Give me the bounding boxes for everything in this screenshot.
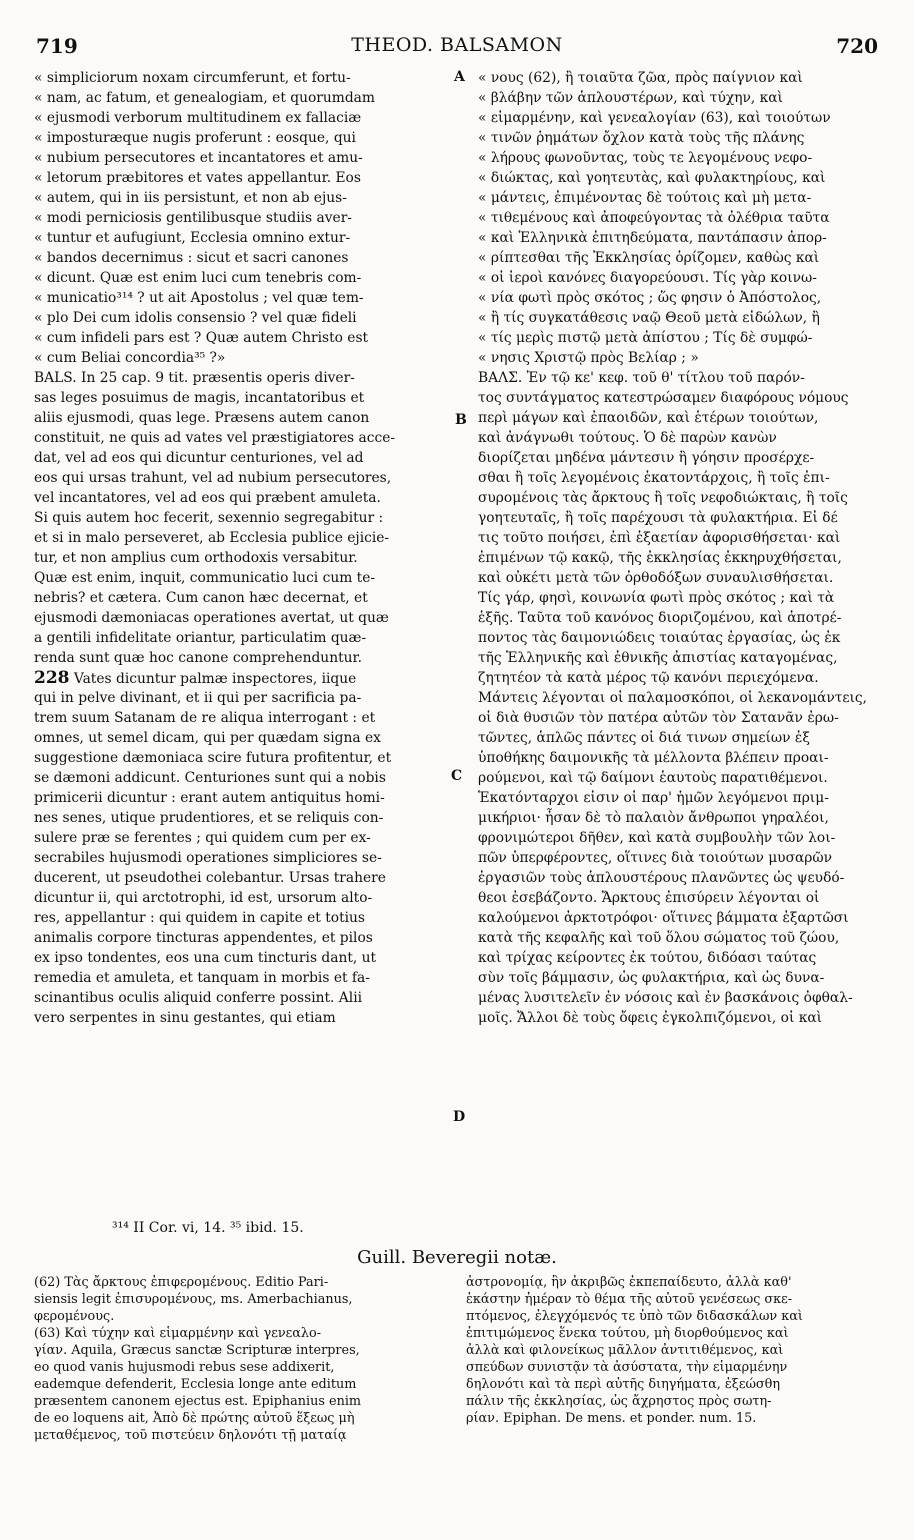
greek-text-line: ἐπιμένων τῷ κακῷ, τῆς ἐκκλησίας ἐκκηρυχθήσεται, <box>478 550 842 566</box>
column-number: 228 <box>34 668 70 688</box>
latin-text-line: tur, et non amplius cum orthodoxis versabitur. <box>34 550 358 566</box>
latin-text-line: qui in pelve divinant, et ii qui per sacrificia pa- <box>34 690 362 706</box>
latin-text-line: nebris? et cætera. Cum canon hæc decernat, et <box>34 590 368 606</box>
latin-text-line: omnes, ut semel dicam, qui per quædam signa ex <box>34 730 381 746</box>
greek-text-line: συρομένοις τὰς ἄρκτους ἢ τοῖς νεφοδιώκταις, ἢ τοῖς <box>478 490 848 506</box>
greek-text-line: τις τοῦτο ποιήσει, ἐπὶ ἑξαετίαν ἀφορισθήσεται· καὶ <box>478 530 841 546</box>
greek-text-line: « βλάβην τῶν ἁπλουστέρων, καὶ τύχην, καὶ <box>478 90 783 106</box>
greek-text-line: Ἑκατόνταρχοι εἰσιν οἱ παρ' ἡμῶν λεγόμενοι πριμ- <box>478 790 829 806</box>
greek-text-line: σὺν τοῖς βάμμασιν, ὡς φυλακτήρια, καὶ ὡς δυνα- <box>478 970 825 986</box>
latin-text-line: a gentili infidelitate oriantur, particulatim quæ- <box>34 630 367 646</box>
latin-text-line: nes senes, utique prudentiores, et se reliquis con- <box>34 810 384 826</box>
greek-text-line: « νους (62), ἢ τοιαῦτα ζῶα, πρὸς παίγνιον καὶ <box>478 70 803 86</box>
latin-text-line: vero serpentes in sinu gestantes, qui etiam <box>34 1010 336 1026</box>
greek-text-line: τῆς Ἑλληνικῆς καὶ ἐθνικῆς ἀπιστίας καταγομένας, <box>478 650 838 666</box>
greek-text-line: ἐργασιῶν τοὺς ἁπλουστέρους πλανῶντες ὡς ψευδό- <box>478 870 845 886</box>
notes-heading: Guill. Beveregii notæ. <box>357 1247 557 1268</box>
margin-letter-c: C <box>451 768 463 784</box>
margin-letter-d: D <box>453 1109 466 1125</box>
note-line: ἐπιτιμώμενος ἕνεκα τούτου, μὴ διορθούμενος καὶ <box>466 1326 789 1341</box>
greek-text-line: περὶ μάγων καὶ ἐπαοιδῶν, καὶ ἑτέρων τοιούτων, <box>478 410 819 426</box>
note-line: πτόμενος, ἐλεγχόμενός τε ὑπὸ τῶν διδασκάλων καὶ <box>466 1309 803 1324</box>
latin-text-line: renda sunt quæ hoc canone comprehenduntur. <box>34 650 362 666</box>
latin-text-line: Quæ est enim, inquit, communicatio luci cum te- <box>34 570 376 586</box>
latin-text-line: suggestione dæmoniaca scire futura profitentur, et <box>34 750 392 766</box>
greek-text-line: « εἱμαρμένην, καὶ γενεαλογίαν (63), καὶ τοιούτων <box>478 110 831 126</box>
latin-text-line: ejusmodi dæmoniacas operationes avertat, ut quæ <box>34 610 389 626</box>
note-line: μεταθέμενος, τοῦ πιστεύειν δηλονότι τῇ ματαίᾳ <box>34 1428 347 1443</box>
latin-text-line: secrabiles hujusmodi operationes simpliciores se- <box>34 850 382 866</box>
latin-text-line: « autem, qui in iis persistunt, et non ab ejus- <box>34 190 347 206</box>
greek-text-line: τῶντες, ἁπλῶς πάντες οἱ διά τινων σημείων ἐξ <box>478 730 810 746</box>
greek-text-line: καλούμενοι ἀρκτοτρόφοι· οἵτινες βάμματα ἐξαρτῶσι <box>478 910 849 926</box>
greek-text-line: μένας λυσιτελεῖν ἐν νόσοις καὶ ἐν βασκάνοις ὀφθαλ- <box>478 990 853 1006</box>
greek-text-line: « τινῶν ῥημάτων ὄχλον κατὰ τοὺς τῆς πλάνης <box>478 130 805 146</box>
latin-text-line: dicuntur ii, qui arctotrophi, id est, ursorum alto- <box>34 890 373 906</box>
latin-text-line: « bandos decernimus : sicut et sacri canones <box>34 250 349 266</box>
greek-text-line: « ἢ τίς συγκατάθεσις ναῷ Θεοῦ μετὰ εἰδώλων, ἢ <box>478 310 820 326</box>
latin-text-line: ducerent, ut pseudothei colebantur. Ursas trahere <box>34 870 386 886</box>
greek-text-line: ποντος τὰς δαιμονιώδεις τοιαύτας ἐργασίας, ὡς ἐκ <box>478 630 841 646</box>
latin-text-line: sas leges posuimus de magis, incantatoribus et <box>34 390 365 406</box>
note-line: siensis legit ἐπισυρομένους, ms. Amerbachianus, <box>34 1292 353 1307</box>
note-line: præsentem canonem ejectus est. Epiphanius enim <box>34 1394 362 1409</box>
greek-text-line: καὶ ἀνάγνωθι τούτους. Ὁ δὲ παρὼν κανὼν <box>478 430 777 446</box>
greek-text-line: « τιθεμένους καὶ ἀποφεύγοντας τὰ ὀλέθρια ταῦτα <box>478 210 830 226</box>
latin-text-line: 228 Vates dicuntur palmæ inspectores, iique <box>34 668 357 688</box>
greek-text-line: ΒΑΛΣ. Ἐν τῷ κε' κεφ. τοῦ θ' τίτλου τοῦ παρόν- <box>478 370 805 386</box>
page-number-left: 719 <box>36 34 78 58</box>
note-line: φερομένους. <box>34 1309 115 1324</box>
note-line: eademque defenderit, Ecclesia longe ante editum <box>34 1377 357 1392</box>
greek-text-line: « ρίπτεσθαι τῆς Ἐκκλησίας ὁρίζομεν, καθὼς καὶ <box>478 250 820 266</box>
greek-text-line: μικήριοι· ἦσαν δὲ τὸ παλαιὸν ἄνθρωποι γηραλέοι, <box>478 810 829 826</box>
greek-text-line: ὑποθήκης δαιμονικῆς τὰ μέλλοντα βλέπειν προαι- <box>478 750 829 766</box>
latin-text-line: « nam, ac fatum, et genealogiam, et quorumdam <box>34 90 375 106</box>
latin-text-line: se dæmoni addicunt. Centuriones sunt qui a nobis <box>34 770 386 786</box>
latin-text-line: primicerii dicuntur : erant autem antiquitus homi- <box>34 790 385 806</box>
latin-text-line: « cum infideli pars est ? Quæ autem Christo est <box>34 330 369 346</box>
note-line: de eo loquens ait, Ἀπὸ δὲ πρώτης αὐτοῦ ἕξεως μὴ <box>34 1411 355 1426</box>
greek-column <box>478 68 880 1028</box>
greek-text-line: σθαι ἢ τοῖς λεγομένοις ἑκατοντάρχοις, ἢ τοῖς ἐπι- <box>478 470 830 486</box>
latin-text-line: BALS. In 25 cap. 9 tit. præsentis operis diver- <box>34 370 355 386</box>
greek-text-line: κατὰ τῆς κεφαλῆς καὶ τοῦ ὅλου σώματος τοῦ ζώου, <box>478 930 840 946</box>
latin-text-line: ex ipso tondentes, eos una cum tincturis dant, ut <box>34 950 377 966</box>
latin-text-line: « modi perniciosis gentilibusque studiis aver- <box>34 210 352 226</box>
greek-text-line: « διώκτας, καὶ γοητευτὰς, καὶ φυλακτηρίους, καὶ <box>478 170 826 186</box>
latin-text-line: « cum Beliai concordia³⁵ ?» <box>34 350 226 366</box>
latin-text-line: « simpliciorum noxam circumferunt, et fortu- <box>34 70 351 86</box>
latin-text-line: « municatio³¹⁴ ? ut ait Apostolus ; vel quæ tem- <box>34 290 364 306</box>
notes-right-column <box>466 1274 886 1427</box>
greek-text-line: « οἱ ἱεροὶ κανόνες διαγορεύουσι. Τίς γὰρ κοινω- <box>478 270 817 286</box>
note-line: ἀστρονομίᾳ, ἣν ἀκριβῶς ἐκπεπαίδευτο, ἀλλὰ καθ' <box>466 1275 792 1290</box>
latin-text-line: « letorum præbitores et vates appellantur. Eos <box>34 170 361 186</box>
greek-text-line: μοῖς. Ἄλλοι δὲ τοὺς ὄφεις ἐγκολπιζόμενοι, οἱ καὶ <box>478 1010 823 1026</box>
greek-text-line: « μάντεις, ἐπιμένοντας δὲ τούτοις καὶ μὴ μετα- <box>478 190 812 206</box>
greek-text-line: « τίς μερὶς πιστῷ μετὰ ἀπίστου ; Τίς δὲ συμφώ- <box>478 330 813 346</box>
latin-text-line: « plo Dei cum idolis consensio ? vel quæ fideli <box>34 310 357 326</box>
greek-text-line: ἑξῆς. Ταῦτα τοῦ κανόνος διοριζομένου, καὶ ἀποτρέ- <box>478 610 842 626</box>
greek-text-line: τος συντάγματος κατεστρώσαμεν διαφόρους νόμους <box>478 390 849 406</box>
latin-text-line: « tuntur et aufugiunt, Ecclesia omnino extur- <box>34 230 351 246</box>
greek-text-line: οἱ διὰ θυσιῶν τὸν πατέρα αὐτῶν τὸν Σατανᾶν ἐρω- <box>478 710 839 726</box>
latin-text-line: scinantibus oculis aliquid conferre possint. Alii <box>34 990 363 1006</box>
greek-text-line: φρονιμώτεροι δῆθεν, καὶ κατὰ συμβουλὴν τῶν λοι- <box>478 830 836 846</box>
greek-text-line: πῶν ὑπερφέροντες, οἵτινες διὰ τοιούτων μυσαρῶν <box>478 850 833 866</box>
note-line: (62) Τὰς ἄρκτους ἐπιφερομένους. Editio Pari- <box>34 1275 329 1290</box>
greek-text-line: Τίς γάρ, φησὶ, κοινωνία φωτὶ πρὸς σκότος ; καὶ τὰ <box>478 590 835 606</box>
margin-letter-a: A <box>454 69 465 85</box>
note-line: ἑκάστην ἡμέραν τὸ θέμα τῆς αὐτοῦ γενέσεως σκε- <box>466 1292 793 1307</box>
latin-text-line: « ejusmodi verborum multitudinem ex fallaciæ <box>34 110 362 126</box>
notes-left-column <box>34 1274 454 1444</box>
note-line: πάλιν τῆς ἐκκλησίας, ὡς ἄχρηστος πρὸς σωτη- <box>466 1394 772 1409</box>
note-line: ἀλλὰ καὶ φιλονείκως μᾶλλον ἀντιτιθέμενος, καὶ <box>466 1343 784 1358</box>
latin-text-line: « imposturæque nugis proferunt : eosque, qui <box>34 130 356 146</box>
note-line: γίαν. Aquila, Græcus sanctæ Scripturæ interpres, <box>34 1343 360 1358</box>
greek-text-line: « νησις Χριστῷ πρὸς Βελίαρ ; » <box>478 350 699 366</box>
greek-text-line: « καὶ Ἑλληνικὰ ἐπιτηδεύματα, παντάπασιν ἀπορ- <box>478 230 827 246</box>
latin-text-line: res, appellantur : qui quidem in capite et totius <box>34 910 366 926</box>
note-line: (63) Καὶ τύχην καὶ εἱμαρμένην καὶ γενεαλο- <box>34 1326 322 1341</box>
greek-text-line: « νία φωτὶ πρὸς σκότος ; ὥς φησιν ὁ Ἀπόστολος, <box>478 290 822 306</box>
greek-text-line: καὶ τρίχας κείροντες ἐκ τούτου, διδόασι ταύτας <box>478 950 817 966</box>
greek-text-line: ζητητέον τὰ κατὰ μέρος τῷ κανόνι περιεχόμενα. <box>478 670 819 686</box>
latin-text-line: trem suum Satanam de re aliqua interrogant : et <box>34 710 376 726</box>
latin-text-line: aliis ejusmodi, quas lege. Præsens autem canon <box>34 410 370 426</box>
margin-letter-b: B <box>455 412 467 428</box>
latin-text-line: eos qui ursas trahunt, vel ad nubium persecutores, <box>34 470 392 486</box>
running-header <box>36 34 878 64</box>
latin-text-line: remedia et amuleta, et tanquam in morbis et fa- <box>34 970 370 986</box>
latin-text-line: sulere præ se ferentes ; qui quidem cum per ex- <box>34 830 371 846</box>
latin-text-line: et si in malo perseveret, ab Ecclesia publice ejicie- <box>34 530 390 546</box>
footnote: ³¹⁴ II Cor. vi, 14. ³⁵ ibid. 15. <box>112 1220 304 1236</box>
latin-text-line: dat, vel ad eos qui dicuntur centuriones, vel ad <box>34 450 364 466</box>
latin-text-line: animalis corpore tincturas appendentes, et pilos <box>34 930 373 946</box>
latin-text-line: « dicunt. Quæ est enim luci cum tenebris com- <box>34 270 362 286</box>
note-line: ρίαν. Epiphan. De mens. et ponder. num. 15. <box>466 1411 757 1426</box>
greek-text-line: γοητευταῖς, ἢ τοῖς παρέχουσι τὰ φυλακτήρια. Εἰ δέ <box>478 510 838 526</box>
greek-text-line: ρούμενοι, καὶ τῷ δαίμονι ἑαυτοὺς παρατιθέμενοι. <box>478 770 828 786</box>
greek-text-line: καὶ οὐκέτι μετὰ τῶν ὀρθοδόξων συναυλισθήσεται. <box>478 570 834 586</box>
latin-column <box>34 68 448 1028</box>
greek-text-line: διορίζεται μηδένα μάντεσιν ἢ γόησιν προσέρχε- <box>478 450 815 466</box>
greek-text-line: « λήρους φωνοῦντας, τοὺς τε λεγομένους νεφο- <box>478 150 813 166</box>
greek-text-line: θεοι ἐσεβάζοντο. Ἄρκτους ἐπισύρειν λέγονται οἱ <box>478 890 820 906</box>
note-line: eo quod vanis hujusmodi rebus sese addixerit, <box>34 1360 335 1375</box>
latin-text-line: Si quis autem hoc fecerit, sexennio segregabitur : <box>34 510 384 526</box>
page-number-right: 720 <box>836 34 878 58</box>
latin-text-line: vel incantatores, vel ad eos qui præbent amuleta. <box>34 490 381 506</box>
greek-text-line: Μάντεις λέγονται οἱ παλαμοσκόποι, οἱ λεκανομάντεις, <box>478 690 868 706</box>
latin-text-line: constituit, ne quis ad vates vel præstigiatores acce- <box>34 430 396 446</box>
note-line: σπεύδων συνιστᾷν τὰ ἀσύστατα, τὴν εἱμαρμένην <box>466 1360 788 1375</box>
running-title: THEOD. BALSAMON <box>351 34 563 56</box>
latin-text-line: « nubium persecutores et incantatores et amu- <box>34 150 363 166</box>
note-line: δηλονότι καὶ τὰ περὶ αὐτῆς διηγήματα, ἐξεώσθη <box>466 1377 781 1392</box>
